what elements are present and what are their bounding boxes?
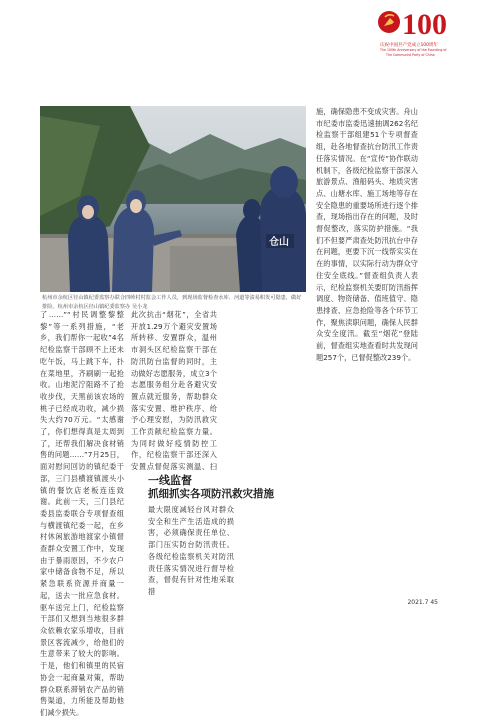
logo-subtitle-cn: 庆祝中国共产党成立100周年: [380, 43, 438, 48]
section-heading: [148, 474, 274, 501]
photo-caption: 杭州市余杭区径山镇纪委监察办联合四岭村村监会工作人员，到现场监督检查水库、河道等渍易积发可隐患，做好排险。杭州市余杭区径山镇纪委监察办 吴小龙: [42, 295, 302, 310]
raincoat-sign-text: 仓山: [269, 237, 289, 248]
text-column-1: [40, 309, 124, 719]
text-column-4: [420, 200, 421, 201]
page-footer: 2021.7 45: [407, 599, 438, 606]
text-column-3: [316, 106, 418, 594]
party-emblem-icon: [376, 6, 476, 42]
column-1-text: 了……”“村民调整黎整黎”等一系列措施，“老乡，我们帮你一起收”4名纪检监察干部顾不上还未吃午饭，马上跳下车，扑在菜地里，齐刷刷一起抢收。山地泥泞阻路不了抢收步伐，天黑前该农场的桃子已经成功收，减少损失大约70万元。“太感谢了，你们想得真是太周到了，还帮我们解决食材销售的问题……”7月25日，面对慰问回访的镇纪委干部，三门县横渡镇渡头小镇的餐饮店老板连连致谢。此前一天，三门县纪委县监委联合专项督查组与横渡镇纪委一起，在乡村休闲旅游地渡家小镇督查群众安置工作中，发现由于暴雨原因，不少农户家中储备食物不足，所以紧急联系资源并商量一起，送去一批应急食材。驱车送完上门，纪检监察干部们又想到当地很多群众依赖农家乐增收，目前景区客流减少，给他们的生意带来了较大的影响。于是，他们和镇里的民宿协会一起商量对策，帮助群众联系滞销农产品的销售渠道，力所能及帮助他们减少损失。: [40, 310, 124, 717]
text-column-2: [131, 309, 217, 471]
section-label: 一线监督: [148, 474, 192, 487]
logo-subtitle-en-2: The Communist Party of China: [386, 53, 435, 57]
inspection-photo: [40, 106, 306, 292]
column-2b-text: 最大限度减轻台风对群众安全和生产生活造成的损害，必须确保责任单位、部门压实防台防汛责任。各级纪检监察机关对防汛责任落实情况进行督导检查，督促有针对性地采取措: [148, 505, 234, 596]
logo-subtitle-en-1: The 100th Anniversary of the Founding of: [380, 48, 447, 52]
text-column-2b: [148, 504, 234, 598]
column-2-text: 此次抗击“烟花”，全省共开放1.29万个避灾安置场所转移、安置群众，温州市洞头区纪检监察干部在防汛防台监督的同时，主动做好志愿服务，成立3个志愿服务组分赴各避灾安置点就近服务，帮助群众落实安置、维护秩序、给予心理安慰，为防汛救灾工作贡献纪检监察力量。为同时做好疫情防控工作，纪检监察干部还深入安置点督促落实测温、扫: [131, 310, 217, 471]
centenary-logo: [376, 6, 476, 64]
logo-number: 100: [402, 8, 447, 41]
section-title: 抓细抓实各项防汛救灾措施: [148, 488, 274, 500]
column-4-text: [420, 200, 421, 201]
column-3-text: 施，确保隐患不变成灾害。舟山市纪委市监委迅速抽调262名纪检监察干部组建51个专项督查组，赴各地督查抗台防汛工作责任落实情况。在“宣传”协作联动机制下，各级纪检监察干部深入旅游景点、渔船码头、地质灾害点、山塘水库、施工场地等存在安全隐患的重要场所进行逐个排查，现场指出存在的问题，及时督促整改，落实防护措施。“我们不但要严肃查处防汛抗台中存在问题，更要下沉一线帮实实在在的事情，以实际行动为群众守住安全底线。”督查组负责人表示，纪检监察机关要盯防汛指挥调度、物资储备、值班值守、隐患排查、应急抢险等各个环节工作，聚焦渎职问题，确保人民群众安全度汛。截至“烟花”登陆前，督查组实地查看时共发现问题257个，已督促整改239个。: [316, 107, 418, 362]
